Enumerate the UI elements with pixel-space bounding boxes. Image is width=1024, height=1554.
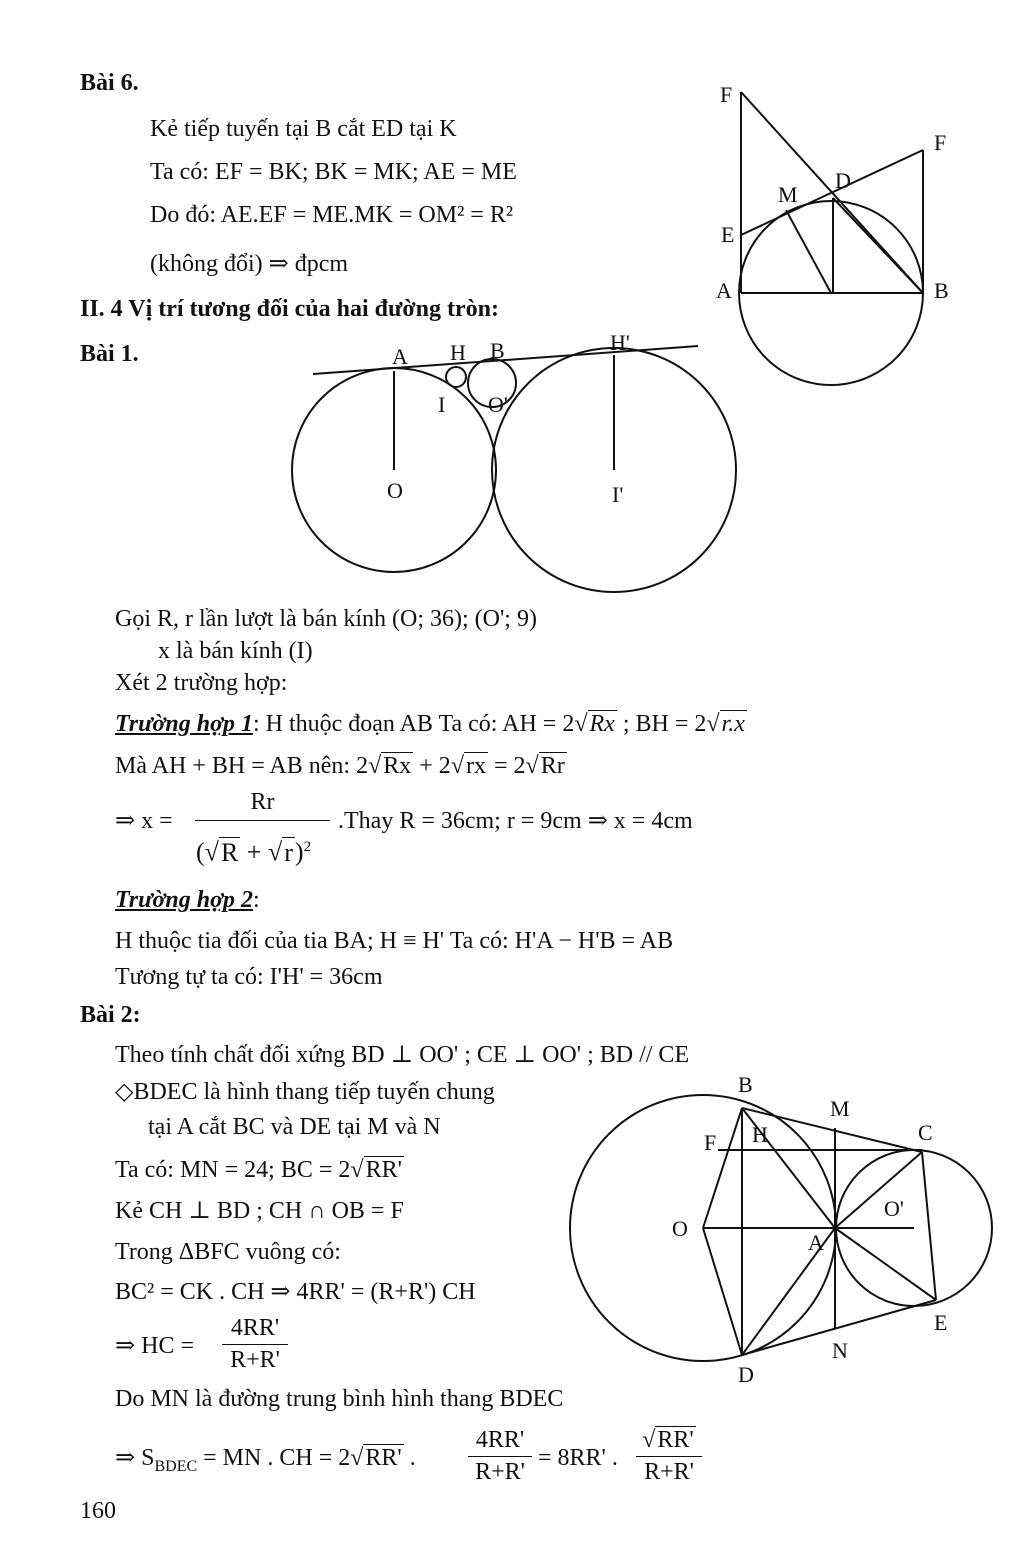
fig3-label-C: C [918, 1120, 933, 1145]
fig1-label-F2: F [934, 130, 947, 155]
area-mid: = MN . CH = 2 [197, 1445, 351, 1471]
fig3-label-O: O [672, 1216, 688, 1241]
den-sqrt-r: r [284, 837, 293, 867]
bai2-line2: ◇BDEC là hình thang tiếp tuyến chung [115, 1079, 495, 1105]
fig3-label-A: A [808, 1230, 824, 1255]
bai6-line3: Do đó: AE.EF = ME.MK = OM² = R² [150, 202, 514, 228]
bai2-line1: Theo tính chất đối xứng BD ⊥ OO' ; CE ⊥ OO' ; BD // CE [115, 1042, 690, 1068]
bai2-line5: Kẻ CH ⊥ BD ; CH ∩ OB = F [115, 1198, 404, 1224]
fig3-label-N: N [832, 1338, 848, 1363]
area-sqrt-rr: RR' [365, 1445, 402, 1471]
x-eq-prefix: ⇒ x = [115, 808, 173, 834]
case1-sqrt-rx2: r.x [721, 711, 745, 737]
fig2-label-Hp: H' [610, 330, 630, 355]
page-number: 160 [80, 1498, 116, 1524]
bai1-line8: H thuộc tia đối của tia BA; H ≡ H' Ta có: H'A − H'B = AB [115, 928, 674, 954]
bai6-title: Bài 6. [80, 70, 139, 96]
bai2-title: Bài 2: [80, 1002, 141, 1028]
area-frac2-den: R+R' [644, 1459, 694, 1485]
fig2-label-A: A [392, 344, 408, 369]
bai6-line4: (không đổi) ⇒ đpcm [150, 251, 349, 277]
area-frac2-bar [636, 1456, 702, 1457]
area-frac2-sqrt: RR' [657, 1427, 694, 1453]
x-eq-suffix: .Thay R = 36cm; r = 9cm ⇒ x = 4cm [338, 808, 693, 834]
bai2-line3: tại A cắt BC và DE tại M và N [148, 1114, 441, 1140]
area-prefix: ⇒ S [115, 1445, 155, 1471]
sum-sqrt-rx2: rx [465, 753, 486, 779]
bai2-line4: Ta có: MN = 24; BC = 2√RR' [115, 1157, 402, 1183]
sum-sqrt-rx: Rx [383, 753, 412, 779]
bai2-line9: Do MN là đường trung bình hình thang BDEC [115, 1386, 564, 1412]
fig2-label-Op: O' [488, 392, 508, 417]
fig3-label-Op: O' [884, 1196, 904, 1221]
den-sqrt-R: R [220, 837, 239, 867]
fig3-label-B: B [738, 1072, 753, 1097]
bai1-title: Bài 1. [80, 341, 139, 367]
case2-colon: : [252, 887, 260, 913]
hc-fraction-bar [222, 1344, 288, 1345]
figure-bai6 [739, 92, 923, 385]
case2-label: Trường hợp 2 [115, 887, 253, 913]
sum-b: + 2 [413, 753, 451, 779]
case1-label: Trường hợp 1 [115, 711, 253, 737]
area-frac1-den: R+R' [475, 1459, 525, 1485]
case1-text: : H thuộc đoạn AB Ta có: AH = 2 [252, 711, 575, 737]
fig1-label-F1: F [720, 82, 733, 107]
area-frac2-num: √RR' [642, 1427, 694, 1453]
fig2-label-B: B [490, 338, 505, 363]
bai1-case2-line [115, 885, 260, 915]
bc-prefix: Ta có: MN = 24; BC = 2 [115, 1157, 351, 1183]
area-eq: = 8RR' . [538, 1445, 618, 1471]
sum-c: = 2 [487, 753, 526, 779]
bai2-line6: Trong ΔBFC vuông có: [115, 1239, 341, 1265]
area-subscript: BDEC [154, 1458, 198, 1475]
bai1-sum-line: Mà AH + BH = AB nên: 2√Rx + 2√rx = 2√Rr [115, 753, 565, 779]
fig3-label-F: F [704, 1130, 717, 1155]
fig2-label-H: H [450, 340, 466, 365]
hc-numerator: 4RR' [230, 1315, 280, 1341]
x-fraction-bar [195, 820, 330, 821]
fig3-label-M: M [830, 1096, 850, 1121]
area-frac1-bar [468, 1456, 532, 1457]
bai1-case1-line: Trường hợp 1: H thuộc đoạn AB Ta có: AH = 2√Rx ; BH = 2√r.x [115, 711, 745, 737]
fig3-label-D: D [738, 1362, 754, 1387]
fig1-label-D: D [835, 168, 851, 193]
hc-prefix: ⇒ HC = [115, 1333, 194, 1359]
fig2-label-O: O [387, 478, 403, 503]
case1-mid: ; BH = 2 [616, 711, 707, 737]
sum-a: Mà AH + BH = AB nên: 2 [115, 753, 369, 779]
bai6-line2: Ta có: EF = BK; BK = MK; AE = ME [150, 159, 517, 185]
hc-denominator: R+R' [230, 1347, 280, 1373]
fig3-label-H: H [752, 1122, 768, 1147]
bai1-line1: Gọi R, r lần lượt là bán kính (O; 36); (O'; 9) [115, 606, 537, 632]
fig3-label-E: E [934, 1310, 948, 1335]
bai2-line7: BC² = CK . CH ⇒ 4RR' = (R+R') CH [115, 1279, 476, 1305]
bc-sqrt-rr: RR' [365, 1157, 402, 1183]
case1-sqrt-rx: Rx [589, 711, 615, 737]
bai1-line9: Tương tự ta có: I'H' = 36cm [115, 964, 383, 990]
bai1-line2: x là bán kính (I) [158, 638, 313, 664]
fig2-label-Ip: I' [612, 482, 624, 507]
fig1-label-E: E [721, 222, 735, 247]
fig1-label-A: A [716, 278, 732, 303]
bai6-line1: Kẻ tiếp tuyến tại B cắt ED tại K [150, 116, 457, 142]
fig1-label-M: M [778, 182, 798, 207]
bai1-line3: Xét 2 trường hợp: [115, 670, 288, 696]
sum-sqrt-rr: Rr [540, 753, 565, 779]
fig2-label-I: I [438, 392, 446, 417]
area-dot: . [403, 1445, 416, 1471]
area-line: ⇒ $S_{BDEC}$ = MN . CH = 2√RR' . [115, 1445, 416, 1475]
area-frac1-num: 4RR' [475, 1427, 525, 1453]
section-title: II. 4 Vị trí tương đối của hai đường tròn: [80, 296, 499, 322]
x-fraction-numerator: Rr [250, 789, 275, 815]
x-fraction-denominator: $(√R + √r)^2$ [196, 837, 312, 867]
figure-bai1 [292, 346, 736, 592]
fig1-label-B: B [934, 278, 949, 303]
